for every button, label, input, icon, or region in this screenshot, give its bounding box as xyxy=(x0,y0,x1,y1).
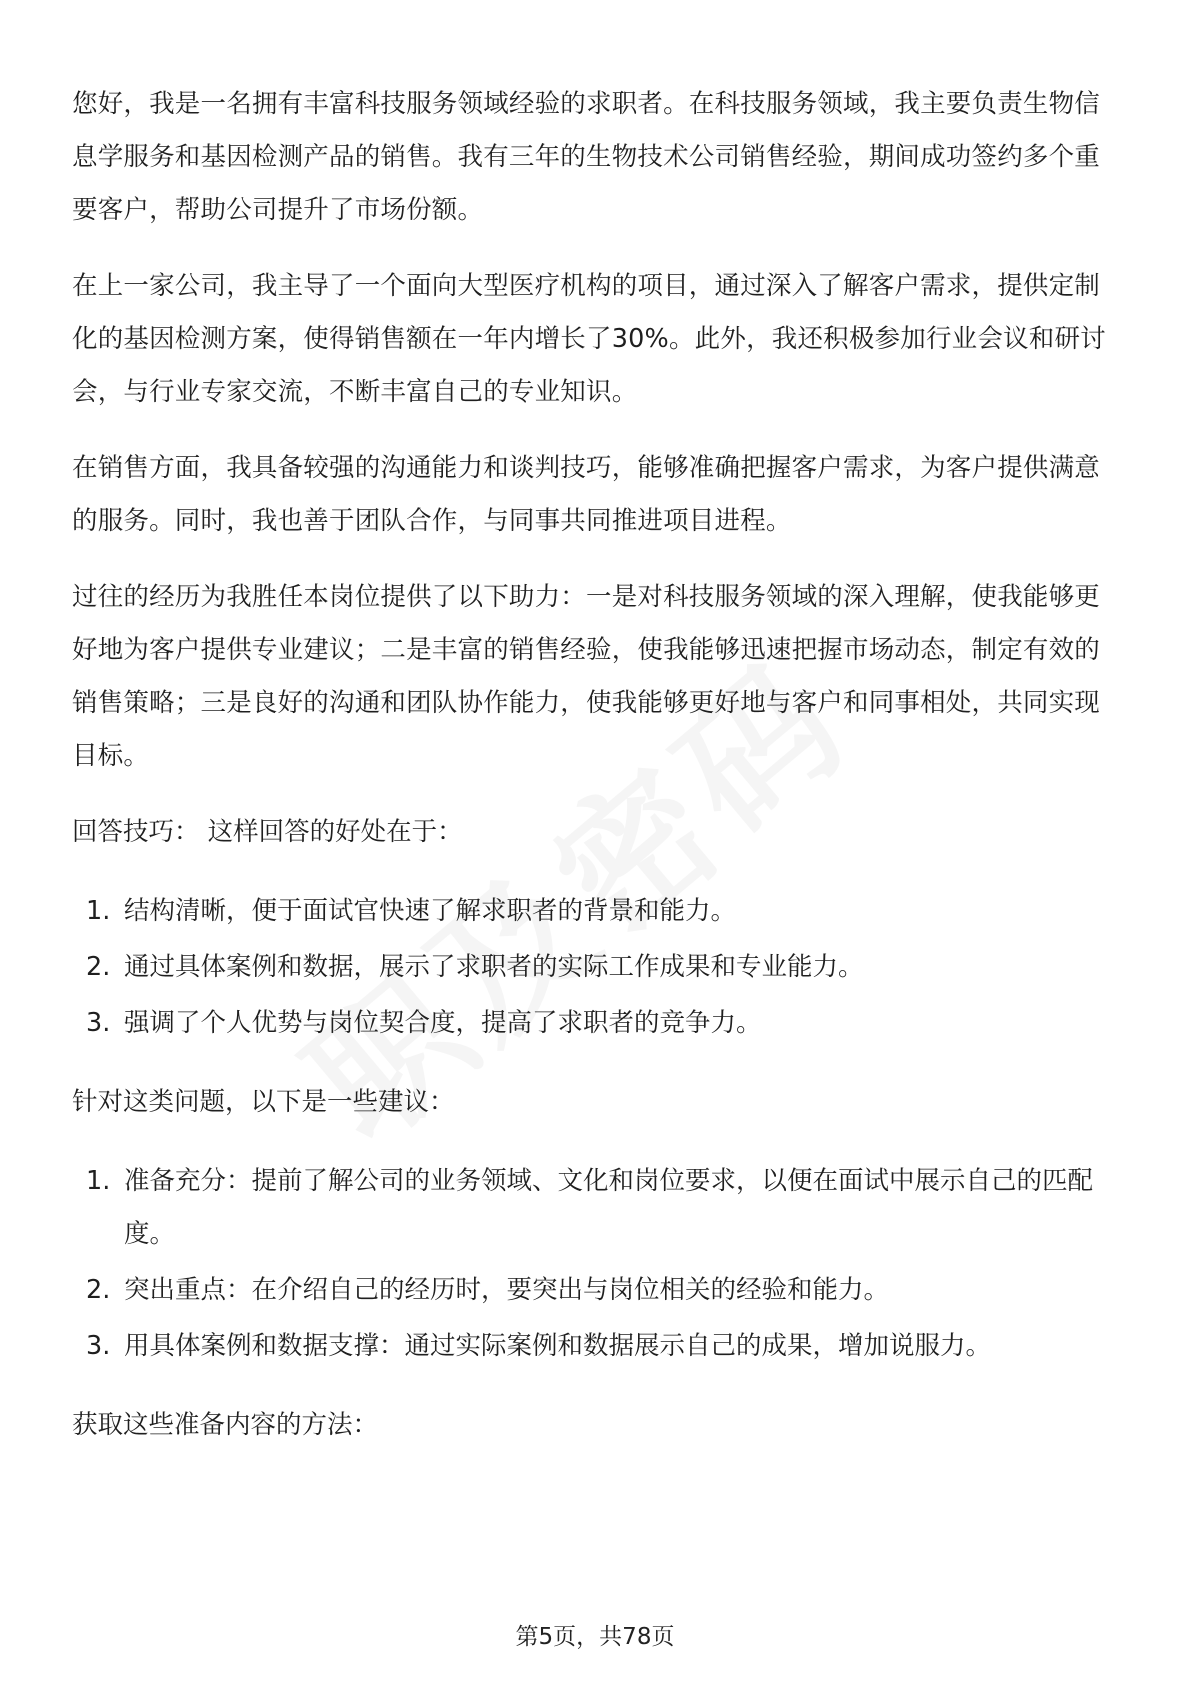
paragraph-experience: 过往的经历为我胜任本岗位提供了以下助力：一是对科技服务领域的深入理解，使我能够更好地为客户提供专业建议；二是丰富的销售经验，使我能够迅速把握市场动态，制定有效的销售策略；三是良好的沟通和团队协作能力，使我能够更好地与客户和同事相处，共同实现目标。 xyxy=(72,582,1101,771)
paragraph-intro: 您好，我是一名拥有丰富科技服务领域经验的求职者。在科技服务领域，我主要负责生物信息学服务和基因检测产品的销售。我有三年的生物技术公司销售经验，期间成功签约多个重要客户，帮助公司提升了市场份额。 xyxy=(72,89,1101,225)
tips-list xyxy=(72,885,1118,1050)
list-item xyxy=(72,1320,1118,1373)
list-item xyxy=(72,1155,1118,1261)
list-item xyxy=(72,941,1118,994)
list-number: 3. xyxy=(86,1331,111,1361)
paragraph-project: 在上一家公司，我主导了一个面向大型医疗机构的项目，通过深入了解客户需求，提供定制化的基因检测方案，使得销售额在一年内增长了30%。此外，我还积极参加行业会议和研讨会，与行业专家交流，不断丰富自己的专业知识。 xyxy=(72,271,1106,407)
list-item xyxy=(72,885,1118,938)
list-item-text: 准备充分：提前了解公司的业务领域、文化和岗位要求，以便在面试中展示自己的匹配度。 xyxy=(124,1166,1094,1249)
advice-list xyxy=(72,1155,1118,1373)
document-body xyxy=(72,78,1118,1478)
list-number: 3. xyxy=(86,1008,111,1038)
list-item xyxy=(72,1264,1118,1317)
list-item-text: 突出重点：在介绍自己的经历时，要突出与岗位相关的经验和能力。 xyxy=(124,1275,890,1305)
list-number: 2. xyxy=(86,952,111,982)
list-item-text: 用具体案例和数据支撑：通过实际案例和数据展示自己的成果，增加说服力。 xyxy=(124,1331,992,1361)
list-item xyxy=(72,997,1118,1050)
paragraph-skills: 在销售方面，我具备较强的沟通能力和谈判技巧，能够准确把握客户需求，为客户提供满意的服务。同时，我也善于团队合作，与同事共同推进项目进程。 xyxy=(72,453,1101,536)
list-number: 1. xyxy=(86,1166,111,1196)
closing-heading: 获取这些准备内容的方法： xyxy=(72,1410,379,1440)
page-number: 第5页，共78页 xyxy=(515,1624,675,1650)
advice-heading: 针对这类问题，以下是一些建议： xyxy=(72,1087,455,1117)
list-number: 1. xyxy=(86,896,111,926)
list-item-text: 强调了个人优势与岗位契合度，提高了求职者的竞争力。 xyxy=(124,1008,762,1038)
list-item-text: 通过具体案例和数据，展示了求职者的实际工作成果和专业能力。 xyxy=(124,952,864,982)
list-item-text: 结构清晰，便于面试官快速了解求职者的背景和能力。 xyxy=(124,896,737,926)
list-number: 2. xyxy=(86,1275,111,1305)
tips-heading: 回答技巧： 这样回答的好处在于： xyxy=(72,817,463,847)
